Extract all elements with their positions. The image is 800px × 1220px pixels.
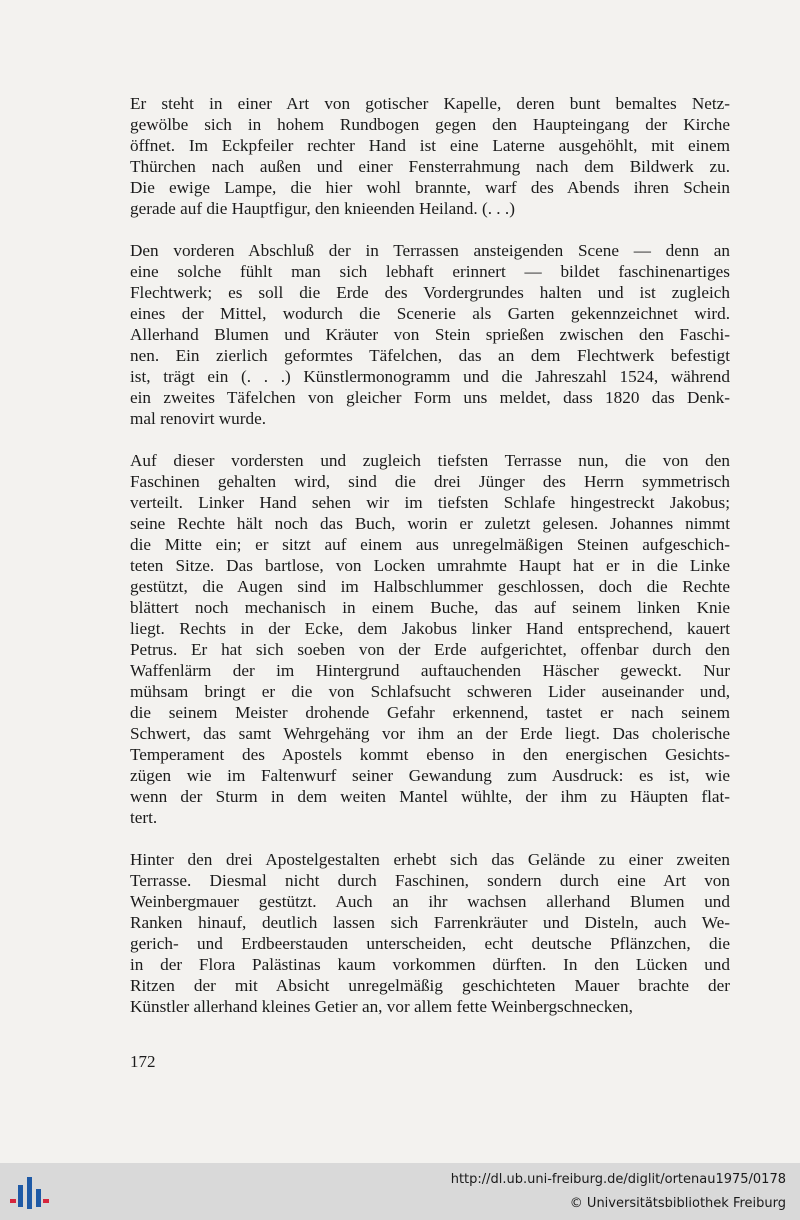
text-line: eine solche fühlt man sich lebhaft erinnert — bildet faschinenartiges [130, 262, 730, 281]
text-line: gestützt, die Augen sind im Halbschlummer geschlossen, doch die Rechte [130, 577, 730, 596]
text-line: ist, trägt ein (. . .) Künstlermonogramm und die Jahreszahl 1524, während [130, 367, 730, 386]
text-line: seine Rechte hält noch das Buch, worin er zuletzt gelesen. Johannes nimmt [130, 514, 730, 533]
text-line: gewölbe sich in hohem Rundbogen gegen den Haupteingang der Kirche [130, 115, 730, 134]
text-line: Er steht in einer Art von gotischer Kapelle, deren bunt bemaltes Netz- [130, 94, 730, 113]
text-line: zügen wie im Faltenwurf seiner Gewandung zum Ausdruck: es ist, wie [130, 766, 730, 785]
body-text [130, 93, 730, 1017]
text-line: gerich- und Erdbeerstauden unterscheiden, echt deutsche Pflänzchen, die [130, 934, 730, 953]
permalink-link[interactable]: http://dl.ub.uni-freiburg.de/diglit/ortenau1975/0178 [450, 1172, 786, 1187]
text-line: Den vorderen Abschluß der in Terrassen ansteigenden Scene — denn an [130, 241, 730, 260]
text-line: gerade auf die Hauptfigur, den knieenden Heiland. (. . .) [130, 199, 515, 218]
text-line: Ritzen der mit Absicht unregelmäßig geschichteten Mauer brachte der [130, 976, 730, 995]
text-line: Flechtwerk; es soll die Erde des Vordergrundes halten und ist zugleich [130, 283, 730, 302]
ub-freiburg-logo-icon [10, 1175, 50, 1211]
text-line: Faschinen gehalten wird, sind die drei Jünger des Herrn symmetrisch [130, 472, 730, 491]
paragraph [130, 849, 730, 1017]
text-line: mal renovirt wurde. [130, 409, 267, 428]
text-line: Ranken hinauf, deutlich lassen sich Farrenkräuter und Disteln, auch We- [130, 913, 730, 932]
text-line: Thürchen nach außen und einer Fensterrahmung nach dem Bildwerk zu. [130, 157, 730, 176]
text-line: liegt. Rechts in der Ecke, dem Jakobus linker Hand entsprechend, kauert [130, 619, 730, 638]
text-line: Schwert, das samt Wehrgehäng vor ihm an der Erde liegt. Das cholerische [130, 724, 730, 743]
text-line: Waffenlärm der im Hintergrund auftauchenden Häscher geweckt. Nur [130, 661, 730, 680]
paragraph [130, 450, 730, 828]
text-line: tert. [130, 808, 158, 827]
text-line: öffnet. Im Eckpfeiler rechter Hand ist eine Laterne ausgehöhlt, mit einem [130, 136, 730, 155]
text-line: Temperament des Apostels kommt ebenso in den energischen Gesichts- [130, 745, 730, 764]
text-line: die seinem Meister drohende Gefahr erkennend, tastet er nach seinem [130, 703, 730, 722]
text-line: eines der Mittel, wodurch die Scenerie als Garten gekennzeichnet wird. [130, 304, 730, 323]
text-line: in der Flora Palästinas kaum vorkommen dürften. In den Lücken und [130, 955, 730, 974]
text-line: verteilt. Linker Hand sehen wir im tiefsten Schlafe hingestreckt Jakobus; [130, 493, 730, 512]
text-line: Terrasse. Diesmal nicht durch Faschinen, sondern durch eine Art von [130, 871, 730, 890]
paragraph [130, 240, 730, 429]
text-line: ein zweites Täfelchen von gleicher Form uns meldet, dass 1820 das Denk- [130, 388, 730, 407]
text-line: mühsam bringt er die von Schlafsucht schweren Lider auseinander und, [130, 682, 730, 701]
footer-bar [0, 1163, 800, 1220]
paragraph [130, 93, 730, 219]
text-line: Petrus. Er hat sich soeben von der Erde aufgerichtet, offenbar durch den [130, 640, 730, 659]
copyright-text: © Universitätsbibliothek Freiburg [569, 1196, 786, 1211]
text-line: nen. Ein zierlich geformtes Täfelchen, das an dem Flechtwerk befestigt [130, 346, 730, 365]
text-line: blättert noch mechanisch in einem Buche, das auf seinem linken Knie [130, 598, 730, 617]
text-line: die Mitte ein; er sitzt auf einem aus unregelmäßigen Steinen aufgeschich- [130, 535, 730, 554]
text-line: wenn der Sturm in dem weiten Mantel wühlte, der ihm zu Häupten flat- [130, 787, 730, 806]
text-line: Hinter den drei Apostelgestalten erhebt sich das Gelände zu einer zweiten [130, 850, 730, 869]
text-line: Weinbergmauer gestützt. Auch an ihr wachsen allerhand Blumen und [130, 892, 730, 911]
text-line: Künstler allerhand kleines Getier an, vor allem fette Weinbergschnecken, [130, 997, 633, 1016]
page-number: 172 [130, 1052, 156, 1071]
text-line: teten Sitze. Das bartlose, von Locken umrahmte Haupt hat er in die Linke [130, 556, 730, 575]
text-line: Allerhand Blumen und Kräuter von Stein sprießen zwischen den Faschi- [130, 325, 730, 344]
text-line: Die ewige Lampe, die hier wohl brannte, warf des Abends ihren Schein [130, 178, 730, 197]
text-line: Auf dieser vordersten und zugleich tiefsten Terrasse nun, die von den [130, 451, 730, 470]
